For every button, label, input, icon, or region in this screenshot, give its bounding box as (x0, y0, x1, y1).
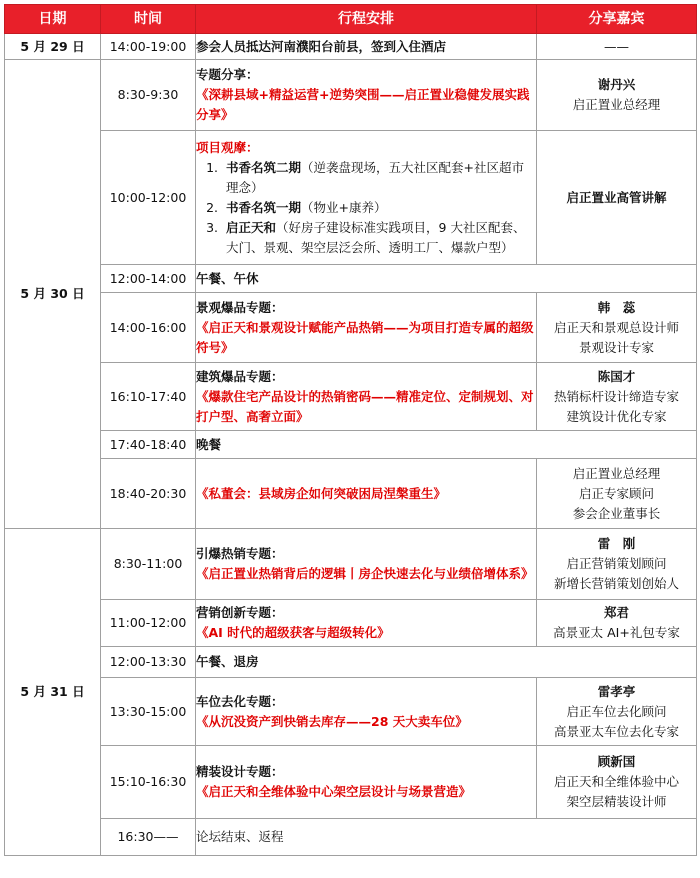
time-cell: 14:00-16:00 (101, 293, 196, 363)
speaker-role: 启正营销策划顾问 (566, 556, 667, 571)
header-schedule: 行程安排 (196, 5, 537, 34)
speaker-cell (537, 60, 697, 131)
program-cell (196, 60, 537, 131)
time-cell: 10:00-12:00 (101, 131, 196, 265)
table-row (5, 131, 697, 265)
speaker-name: 雷孝亭 (597, 683, 636, 699)
program-cell: 晚餐 (196, 431, 697, 459)
time-cell: 12:00-14:00 (101, 265, 196, 293)
program-cell: 午餐、午休 (196, 265, 697, 293)
speaker-cell (537, 529, 697, 600)
speaker-role: 启正置业总经理 (572, 465, 661, 481)
table-row (5, 293, 697, 363)
program-cell (196, 293, 537, 363)
table-row (5, 678, 697, 746)
speaker-role: 启正专家顾问 (578, 485, 654, 501)
time-cell: 17:40-18:40 (101, 431, 196, 459)
speaker-role: 启正置业总经理 (572, 97, 661, 112)
speaker-role: 建筑设计优化专家 (566, 408, 667, 424)
table-row (5, 600, 697, 647)
speaker-name: 郑君 (603, 605, 629, 620)
table-row (5, 265, 697, 293)
table-row (5, 647, 697, 678)
session-title: 《启正天和全维体验中心架空层设计与场景营造》 (196, 784, 472, 799)
date-cell: 5 月 30 日 (5, 60, 101, 529)
speaker-cell (537, 459, 697, 529)
time-cell: 18:40-20:30 (101, 459, 196, 529)
date-cell: 5 月 31 日 (5, 529, 101, 856)
time-cell: 8:30-11:00 (101, 529, 196, 600)
list-item: 2. 书香名筑一期（物业+康养） (222, 198, 536, 218)
topic-label: 引爆热销专题： (196, 546, 284, 561)
topic-label: 车位去化专题： (196, 693, 284, 709)
program-cell: 论坛结束、返程 (196, 819, 697, 856)
time-cell: 15:10-16:30 (101, 746, 196, 819)
time-cell: 16:10-17:40 (101, 363, 196, 431)
table-row (5, 34, 697, 60)
table-row (5, 363, 697, 431)
speaker-role: 高景亚太车位去化专家 (553, 723, 679, 739)
topic-label: 建筑爆品专题： (196, 368, 284, 384)
speaker-role: 参会企业董事长 (572, 505, 661, 521)
speaker-cell (537, 600, 697, 647)
list-item: 1. 书香名筑二期（逆袭盘现场，五大社区配套+社区超市理念） (222, 158, 536, 198)
topic-label: 精装设计专题： (196, 764, 284, 779)
program-cell (196, 131, 537, 265)
speaker-role: 景观设计专家 (578, 339, 654, 355)
program-cell (196, 746, 537, 819)
date-cell: 5 月 29 日 (5, 34, 101, 60)
speaker-role: 启正车位去化顾问 (566, 703, 667, 719)
speaker-role: 热销标杆设计缔造专家 (553, 388, 679, 404)
speaker-role: 新增长营销策划创始人 (553, 576, 679, 591)
header-row (5, 5, 697, 34)
program-cell (196, 529, 537, 600)
program-cell (196, 678, 537, 746)
topic-label: 专题分享： (196, 67, 259, 82)
speaker-cell (537, 746, 697, 819)
session-title: 《启正置业热销背后的逻辑丨房企快速去化与业绩倍增体系》 (196, 566, 534, 581)
time-cell: 16:30—— (101, 819, 196, 856)
session-title: 《爆款住宅产品设计的热销密码——精准定位、定制规划、对打户型、高奢立面》 (196, 388, 534, 424)
program-cell (196, 363, 537, 431)
table-row (5, 431, 697, 459)
table-row (5, 819, 697, 856)
program-cell: 《私董会：县域房企如何突破困局涅槃重生》 (196, 459, 537, 529)
speaker-name: 雷 刚 (597, 536, 636, 551)
speaker-role: 启正天和景观总设计师 (553, 319, 679, 335)
time-cell: 12:00-13:30 (101, 647, 196, 678)
table-row (5, 459, 697, 529)
speaker-name: 谢丹兴 (597, 77, 636, 92)
program-cell: 午餐、退房 (196, 647, 697, 678)
topic-label: 项目观摩： (196, 139, 259, 155)
speaker-role: 启正天和全维体验中心 (553, 774, 679, 789)
session-title: 《启正天和景观设计赋能产品热销——为项目打造专属的超级符号》 (196, 319, 534, 355)
speaker-cell: 启正置业高管讲解 (537, 131, 697, 265)
topic-label: 营销创新专题： (196, 605, 284, 620)
header-time: 时间 (101, 5, 196, 34)
speaker-cell (537, 678, 697, 746)
topic-label: 景观爆品专题： (196, 299, 284, 315)
table-row (5, 60, 697, 131)
session-title: 《从沉没资产到快销去库存——28 天大卖车位》 (196, 713, 468, 729)
speaker-cell: —— (537, 34, 697, 60)
header-date: 日期 (5, 5, 101, 34)
speaker-role: 架空层精装设计师 (566, 794, 667, 809)
time-cell: 11:00-12:00 (101, 600, 196, 647)
schedule-table (4, 4, 697, 856)
time-cell: 14:00-19:00 (101, 34, 196, 60)
speaker-role: 高景亚太 AI+礼包专家 (553, 625, 680, 640)
time-cell: 8:30-9:30 (101, 60, 196, 131)
speaker-cell (537, 363, 697, 431)
speaker-name: 韩 蕊 (597, 299, 636, 315)
session-title: 《AI 时代的超级获客与超级转化》 (196, 625, 390, 640)
speaker-name: 陈国才 (597, 368, 636, 384)
table-row (5, 529, 697, 600)
header-speaker: 分享嘉宾 (537, 5, 697, 34)
speaker-cell (537, 293, 697, 363)
site-visit-list (196, 158, 536, 258)
program-cell: 参会人员抵达河南濮阳台前县，签到入住酒店 (196, 34, 537, 60)
table-row (5, 746, 697, 819)
speaker-name: 顾新国 (597, 754, 636, 769)
list-item: 3. 启正天和（好房子建设标准实践项目，9 大社区配套、大门、景观、架空层泛会所、透明工厂、爆款户型） (222, 218, 536, 258)
time-cell: 13:30-15:00 (101, 678, 196, 746)
session-title: 《深耕县域+精益运营+逆势突围——启正置业稳健发展实践分享》 (196, 87, 530, 122)
program-cell (196, 600, 537, 647)
